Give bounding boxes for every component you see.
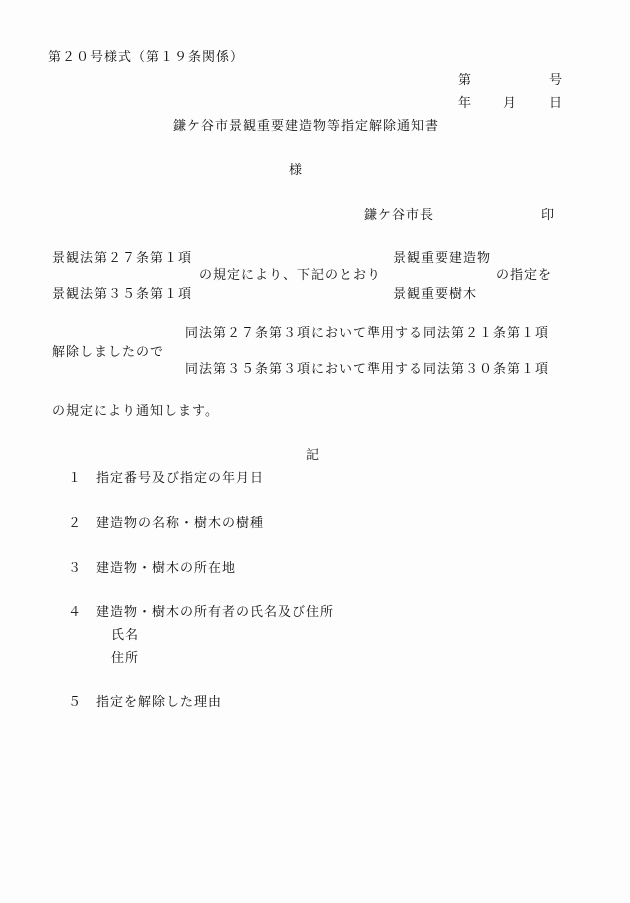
- law-option-1: 景観法第２７条第１項: [52, 251, 193, 266]
- item-label: 建造物・樹木の所在地: [96, 561, 237, 576]
- issue-date-day: 日: [549, 96, 564, 111]
- document-number-prefix: 第: [458, 73, 473, 88]
- cancelled-text: 解除しましたので: [52, 345, 165, 360]
- owner-address-label: 住所: [111, 651, 140, 666]
- issuer-name: 鎌ケ谷市長: [364, 208, 435, 223]
- designation-option-2: 景観重要樹木: [393, 287, 478, 302]
- issue-date-year: 年: [458, 96, 473, 111]
- designation-suffix: の指定を: [496, 268, 553, 283]
- applied-provision-option-2: 同法第３５条第３項において準用する同法第３０条第１項: [185, 362, 550, 377]
- item-label: 指定を解除した理由: [96, 695, 223, 710]
- closing-text: の規定により通知します。: [52, 404, 219, 419]
- document-title: 鎌ケ谷市景観重要建造物等指定解除通知書: [173, 119, 440, 134]
- issue-date-month: 月: [503, 96, 518, 111]
- item-number: ２: [68, 516, 83, 531]
- form-id: 第２０号様式（第１９条関係）: [48, 50, 245, 65]
- seal-mark: 印: [541, 208, 556, 223]
- owner-name-label: 氏名: [111, 628, 140, 643]
- item-number: ３: [68, 561, 83, 576]
- applied-provision-option-1: 同法第２７条第３項において準用する同法第２１条第１項: [185, 326, 550, 341]
- item-label: 建造物・樹木の所有者の氏名及び住所: [96, 605, 335, 620]
- document-number-suffix: 号: [549, 73, 564, 88]
- item-label: 指定番号及び指定の年月日: [96, 471, 265, 486]
- addressee-suffix: 様: [289, 163, 304, 178]
- item-number: １: [68, 471, 83, 486]
- designation-option-1: 景観重要建造物: [393, 251, 492, 266]
- notes-heading: 記: [306, 448, 321, 463]
- item-number: ５: [68, 695, 83, 710]
- law-option-2: 景観法第３５条第１項: [52, 287, 193, 302]
- item-number: ４: [68, 605, 83, 620]
- item-label: 建造物の名称・樹木の樹種: [96, 516, 265, 531]
- provision-text: の規定により、下記のとおり: [199, 268, 382, 283]
